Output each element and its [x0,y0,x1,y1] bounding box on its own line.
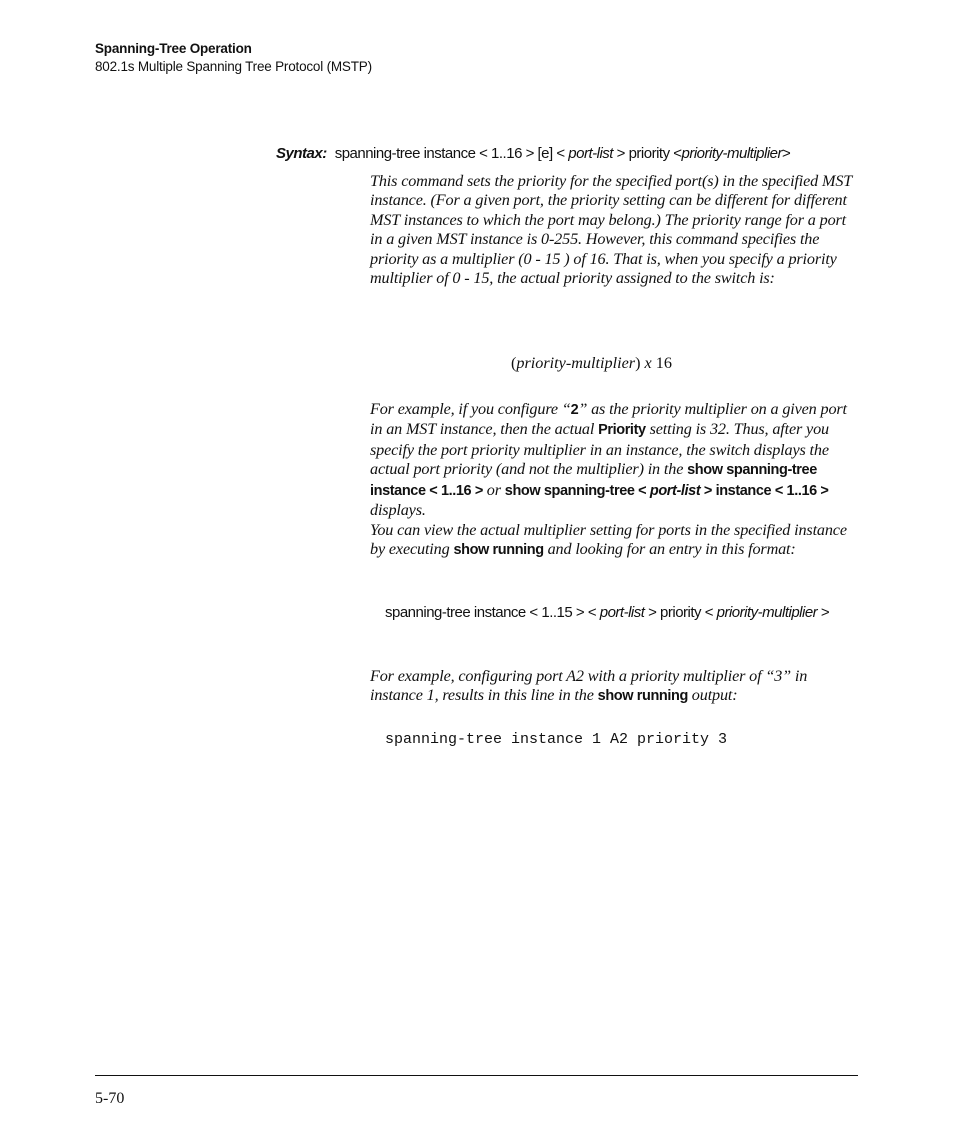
priority-formula: (priority-multiplier) x 16 [511,354,672,372]
entry-format-example: spanning-tree instance < 1..15 > < port-list > priority < priority-multiplier > [385,604,830,621]
syntax-command-part: > priority < [612,145,682,162]
code-example: spanning-tree instance 1 A2 priority 3 [385,731,728,748]
syntax-command-part: spanning-tree instance < 1..16 > [e] < [334,145,569,162]
syntax-command-part: > [782,145,791,162]
running-header-title: Spanning-Tree Operation [95,41,252,56]
footer-divider [95,1075,858,1076]
configuration-example-paragraph: For example, configuring port A2 with a priority multiplier of “3” in instance 1, results in this line in the show running output: [370,667,808,705]
page-number: 5-70 [95,1090,125,1107]
show-running-paragraph: You can view the actual multiplier setting for ports in the specified instance by executing show running and looking for an entry in this format: [370,521,847,559]
description-paragraph: This command sets the priority for the specified port(s) in the specified MST instance. (For a given port, the priority setting can be different for different MST instances to which the port may belong.) The priority range for a port in a given MST instance is 0-255. However, this command specifies the priority as a multiplier (0 - 15 ) of 16. That is, when you specify a priority multiplier of 0 - 15, the actual priority assigned to the switch is: [370,172,852,288]
syntax-port-list-param: port-list [568,145,613,162]
running-header-subtitle: 802.1s Multiple Spanning Tree Protocol (MSTP) [95,59,372,74]
example-paragraph: For example, if you configure “2” as the priority multiplier on a given port in an MST instance, then the actual Priority setting is 32. Thus, after you specify the port priority multiplier in an instance, the switch displays the actual port priority (and not the multiplier) in the show spanning-tree instance < 1..16 > or show spanning-tree < port-list > instance < 1..16 > displays. [370,400,847,520]
syntax-priority-multiplier-param: priority-multiplier [681,145,783,162]
syntax-label: Syntax: [276,145,327,162]
syntax-line [276,145,790,162]
